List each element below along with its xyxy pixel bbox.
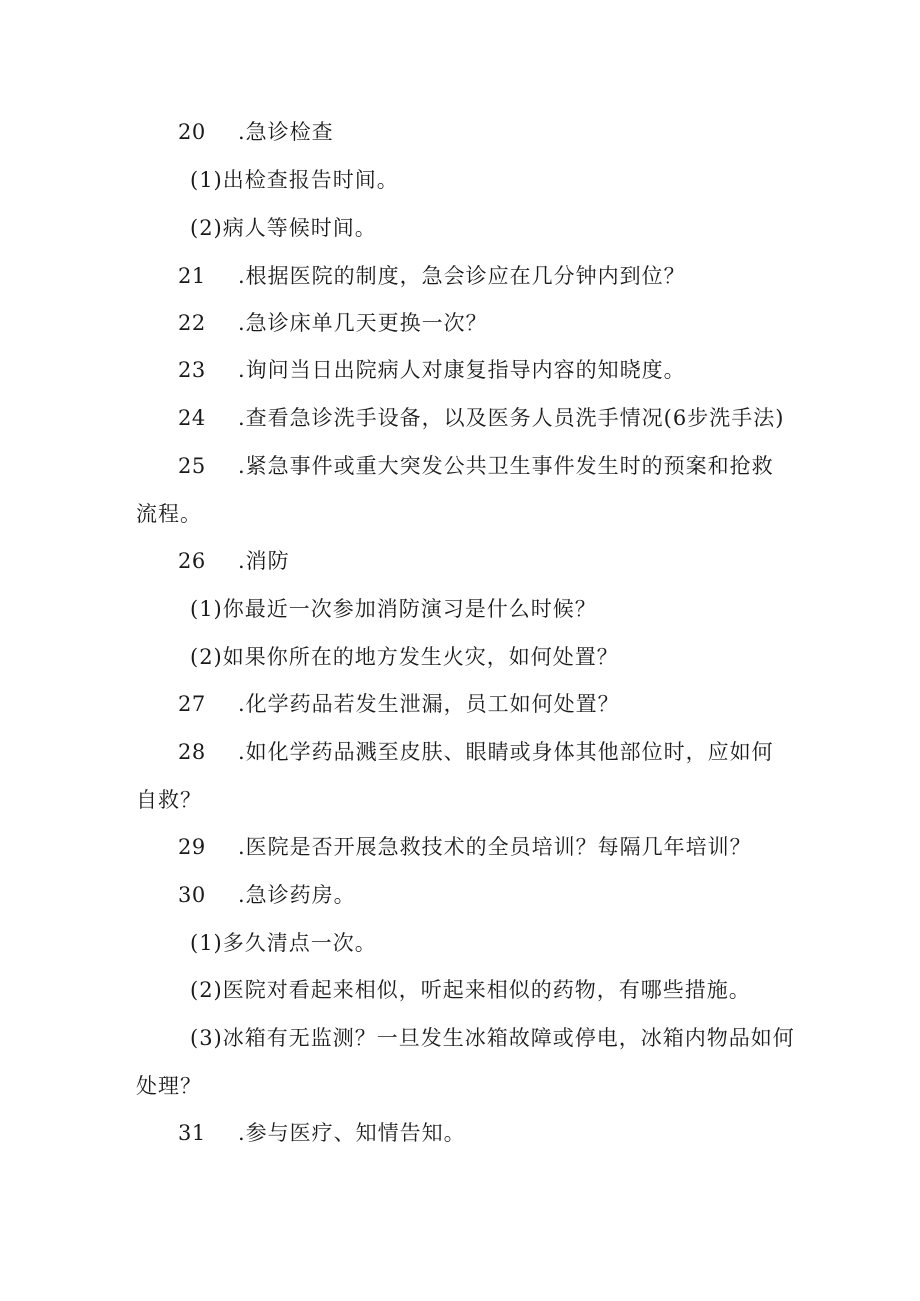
item-number: 20 xyxy=(178,120,206,144)
item-number: 28 xyxy=(178,740,206,764)
item-number: 30 xyxy=(178,883,206,907)
item-text: .参与医疗、知情告知。 xyxy=(238,1121,466,1145)
item-number: 23 xyxy=(178,358,206,382)
subitem-text: (2)病人等候时间。 xyxy=(190,216,377,240)
item-number: 26 xyxy=(178,549,206,573)
subitem-text: (2)如果你所在的地方发生火灾，如何处置？ xyxy=(190,645,619,669)
item-text: .根据医院的制度，急会诊应在几分钟内到位？ xyxy=(238,264,686,288)
subitem-text: (2)医院对看起来相似，听起来相似的药物，有哪些措施。 xyxy=(190,978,751,1002)
subitem-text: (1)出检查报告时间。 xyxy=(190,168,399,192)
item-number: 27 xyxy=(178,692,206,716)
subitem-text: (1)多久清点一次。 xyxy=(190,931,377,955)
subitem-text: (1)你最近一次参加消防演习是什么时候？ xyxy=(190,597,597,621)
subitem-text: (3)冰箱有无监测？一旦发生冰箱故障或停电，冰箱内物品如何 xyxy=(190,1026,795,1050)
item-text-continuation: 流程。 xyxy=(136,502,202,526)
item-text: .急诊床单几天更换一次？ xyxy=(238,311,488,335)
item-text: .紧急事件或重大突发公共卫生事件发生时的预案和抢救 xyxy=(238,454,774,478)
item-text: .急诊药房。 xyxy=(238,883,356,907)
item-text-continuation: 自救？ xyxy=(136,788,202,812)
item-number: 24 xyxy=(178,406,206,430)
subitem-text-continuation: 处理？ xyxy=(136,1074,202,1098)
item-number: 21 xyxy=(178,264,206,288)
item-text: .查看急诊洗手设备，以及医务人员洗手情况(6步洗手法) xyxy=(238,406,785,430)
item-text: .询问当日出院病人对康复指导内容的知晓度。 xyxy=(238,358,686,382)
item-number: 25 xyxy=(178,454,206,478)
item-text: .消防 xyxy=(238,549,290,573)
item-text: .急诊检查 xyxy=(238,120,334,144)
item-text: .如化学药品溅至皮肤、眼睛或身体其他部位时，应如何 xyxy=(238,740,774,764)
item-number: 31 xyxy=(178,1121,206,1145)
item-number: 22 xyxy=(178,311,206,335)
item-number: 29 xyxy=(178,835,206,859)
item-text: .医院是否开展急救技术的全员培训？每隔几年培训？ xyxy=(238,835,752,859)
item-text: .化学药品若发生泄漏，员工如何处置？ xyxy=(238,692,620,716)
